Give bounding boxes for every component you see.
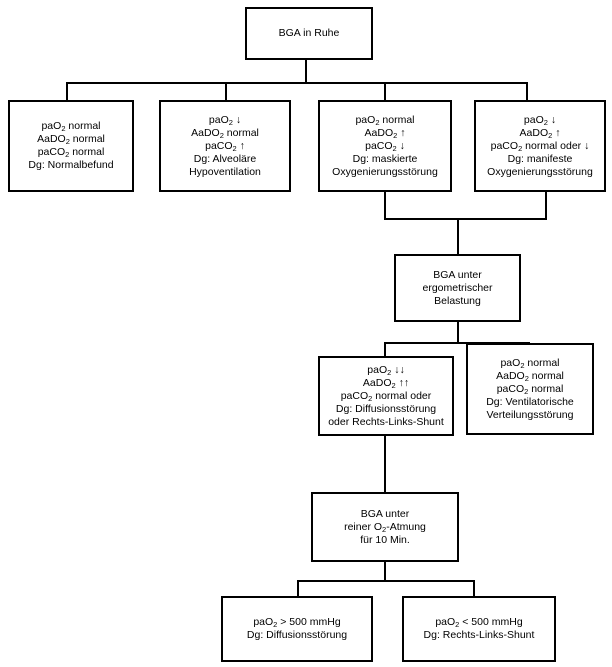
node-line: oder Rechts-Links-Shunt [328, 415, 444, 428]
node-line: für 10 Min. [360, 533, 410, 546]
node-line: BGA unter [433, 268, 482, 281]
node-ventilatorische-verteilungsstoerung[interactable] [466, 343, 594, 435]
node-line: Oxygenierungsstörung [332, 165, 438, 178]
node-line: paO$_2$ ↓ [523, 113, 557, 127]
connector-root-down [305, 60, 307, 82]
connector-bus-level2 [384, 218, 547, 220]
node-line: Dg: manifeste [507, 152, 573, 165]
node-line: paCO$_2$ ↓ [365, 139, 405, 153]
node-line: Dg: maskierte [352, 152, 418, 165]
connector-bus-level4 [297, 580, 475, 582]
node-line: reiner $O_2$-Atmung [344, 520, 426, 534]
node-line: AaDO$_2$ ↑↑ [362, 376, 410, 390]
connector-drop-n4 [526, 82, 528, 100]
node-line: paO$_2$ normal [355, 113, 415, 127]
connector-n5-down [457, 322, 459, 342]
node-line: paCO$_2$ normal [496, 382, 564, 396]
connector-drop-n3 [384, 82, 386, 100]
node-maskierte-oxygenierungsstoerung[interactable] [318, 100, 452, 192]
node-line: AaDO$_2$ normal [191, 126, 259, 140]
node-line: paCO$_2$ ↑ [205, 139, 245, 153]
node-line: Hypoventilation [189, 165, 261, 178]
connector-drop-n2 [225, 82, 227, 100]
connector-to-n5 [457, 218, 459, 254]
node-line: paCO$_2$ normal [37, 146, 105, 159]
node-line: Dg: Rechts-Links-Shunt [423, 629, 535, 641]
node-rechts-links-shunt[interactable] [402, 596, 556, 662]
node-diffusionsstoerung[interactable] [221, 596, 373, 662]
connector-n6-down [384, 436, 386, 492]
node-line: Oxygenierungsstörung [487, 165, 593, 178]
node-line: AaDO$_2$ normal [496, 369, 564, 383]
node-line: Dg: Alveoläre [193, 152, 257, 165]
node-line: paO$_2$ > 500 mmHg [253, 616, 341, 629]
connector-n3-down [384, 192, 386, 218]
connector-drop-n9 [297, 580, 299, 596]
node-line: paCO$_2$ normal oder ↓ [490, 139, 590, 153]
node-line: BGA unter [360, 507, 410, 520]
node-line: paO$_2$ ↓↓ [367, 363, 405, 377]
connector-drop-n6 [384, 342, 386, 356]
connector-n8-down [384, 562, 386, 580]
node-line: Dg: Normalbefund [28, 159, 114, 171]
node-line: AaDO$_2$ ↑ [519, 126, 561, 140]
node-line: Verteilungsstörung [486, 408, 574, 421]
connector-drop-n1 [66, 82, 68, 100]
node-alveolaere-hypoventilation[interactable] [159, 100, 291, 192]
connector-drop-n10 [473, 580, 475, 596]
node-line: paO$_2$ normal [500, 356, 560, 370]
node-line: Dg: Diffusionsstörung [335, 402, 437, 415]
node-line: BGA in Ruhe [278, 27, 340, 39]
node-line: paO$_2$ ↓ [208, 113, 242, 127]
node-line: AaDO$_2$ ↑ [364, 126, 406, 140]
node-line: paO$_2$ normal [41, 120, 101, 133]
node-bga-unter-ergometrischer-belastung[interactable] [394, 254, 521, 322]
node-line: Belastung [434, 294, 481, 307]
node-line: ergometrischer [422, 281, 493, 294]
connector-bus-level1 [66, 82, 526, 84]
node-line: Dg: Diffusionsstörung [246, 629, 348, 641]
node-diffusionsstoerung-oder-shunt[interactable] [318, 356, 454, 436]
node-manifeste-oxygenierungsstoerung[interactable] [474, 100, 606, 192]
node-line: paO$_2$ < 500 mmHg [435, 616, 523, 629]
node-bga-in-ruhe[interactable] [245, 7, 373, 60]
node-line: Dg: Ventilatorische [486, 395, 574, 408]
connector-n4-down [545, 192, 547, 218]
node-normalbefund[interactable] [8, 100, 134, 192]
node-bga-unter-reiner-o2-atmung[interactable] [311, 492, 459, 562]
node-line: AaDO$_2$ normal [37, 133, 105, 146]
node-line: paCO$_2$ normal oder [340, 389, 432, 403]
